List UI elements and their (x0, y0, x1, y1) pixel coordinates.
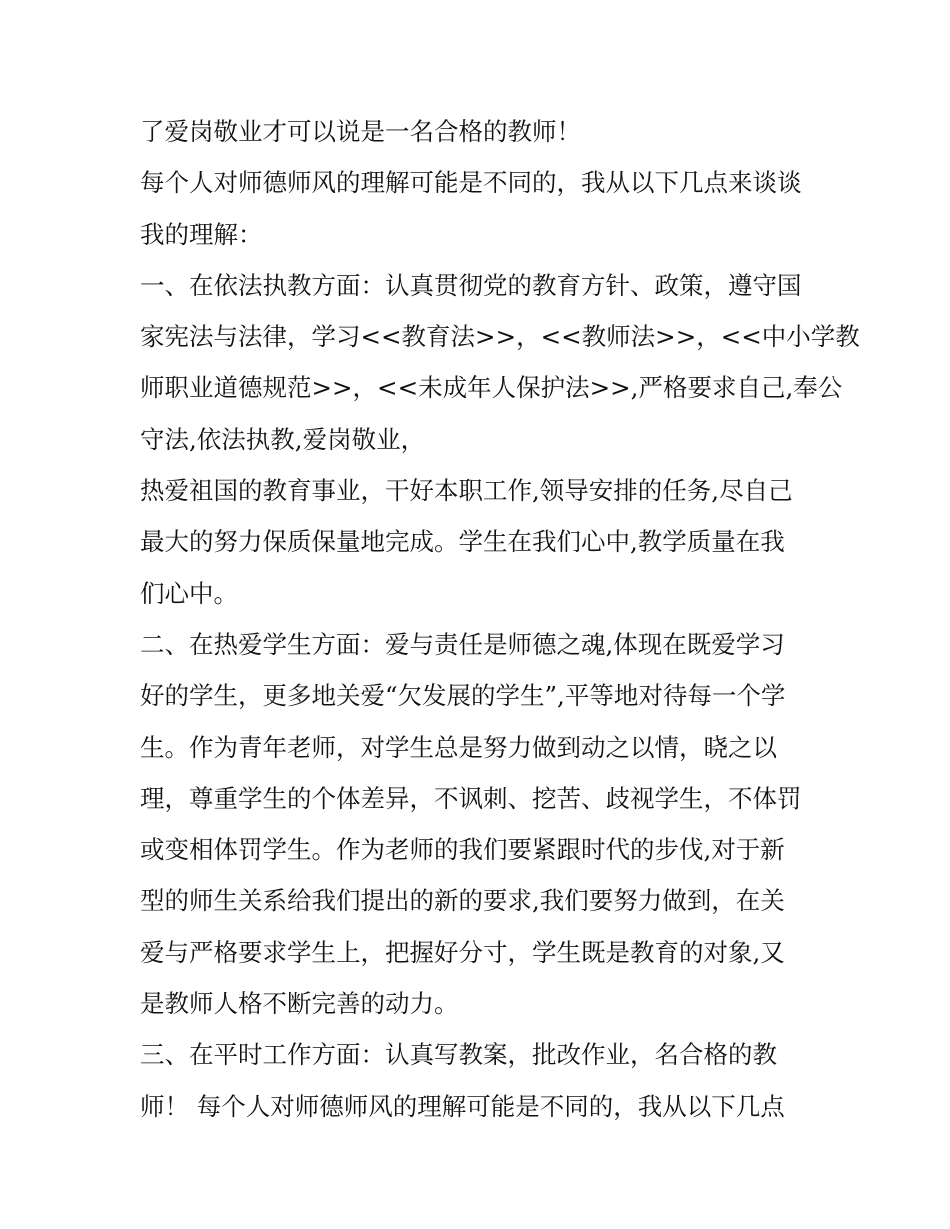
text-line: 家宪法与法律，学习<<教育法>>，<<教师法>>，<<中小学教 (140, 322, 860, 352)
text-line: 好的学生，更多地关爱“欠发展的学生”,平等地对待每一个学 (140, 681, 786, 711)
body-text (140, 106, 860, 1132)
text-line: 热爱祖国的教育事业，干好本职工作,领导安排的任务,尽自己 (140, 476, 793, 506)
text-line: 生。作为青年老师，对学生总是努力做到动之以情，晓之以 (140, 732, 777, 762)
text-line: 师！ 每个人对师德师风的理解可能是不同的，我从以下几点 (140, 1091, 785, 1121)
text-line: 爱与严格要求学生上，把握好分寸，学生既是教育的对象,又 (140, 937, 785, 967)
text-line: 我的理解： (140, 219, 263, 249)
text-line: 守法,依法执教,爱岗敬业， (140, 424, 426, 454)
text-line: 三、在平时工作方面：认真写教案，批改作业，名合格的教 (140, 1040, 777, 1070)
text-line: 每个人对师德师风的理解可能是不同的，我从以下几点来谈谈 (140, 168, 802, 198)
text-line: 们心中。 (140, 578, 238, 608)
text-line: 是教师人格不断完善的动力。 (140, 989, 459, 1019)
text-line: 型的师生关系给我们提出的新的要求,我们要努力做到，在关 (140, 886, 785, 916)
text-line: 或变相体罚学生。作为老师的我们要紧跟时代的步伐,对于新 (140, 835, 785, 865)
text-line: 了爱岗敬业才可以说是一名合格的教师！ (140, 117, 581, 146)
text-line: 一、在依法执教方面：认真贯彻党的教育方针、政策，遵守国 (140, 270, 802, 300)
text-line: 师职业道德规范>>，<<未成年人保护法>>,严格要求自己,奉公 (140, 373, 843, 403)
text-line: 最大的努力保质保量地完成。学生在我们心中,教学质量在我 (140, 527, 785, 557)
text-line: 理，尊重学生的个体差异，不讽刺、挖苦、歧视学生，不体罚 (140, 783, 802, 813)
text-line: 二、在热爱学生方面：爱与责任是师德之魂,体现在既爱学习 (140, 629, 785, 659)
